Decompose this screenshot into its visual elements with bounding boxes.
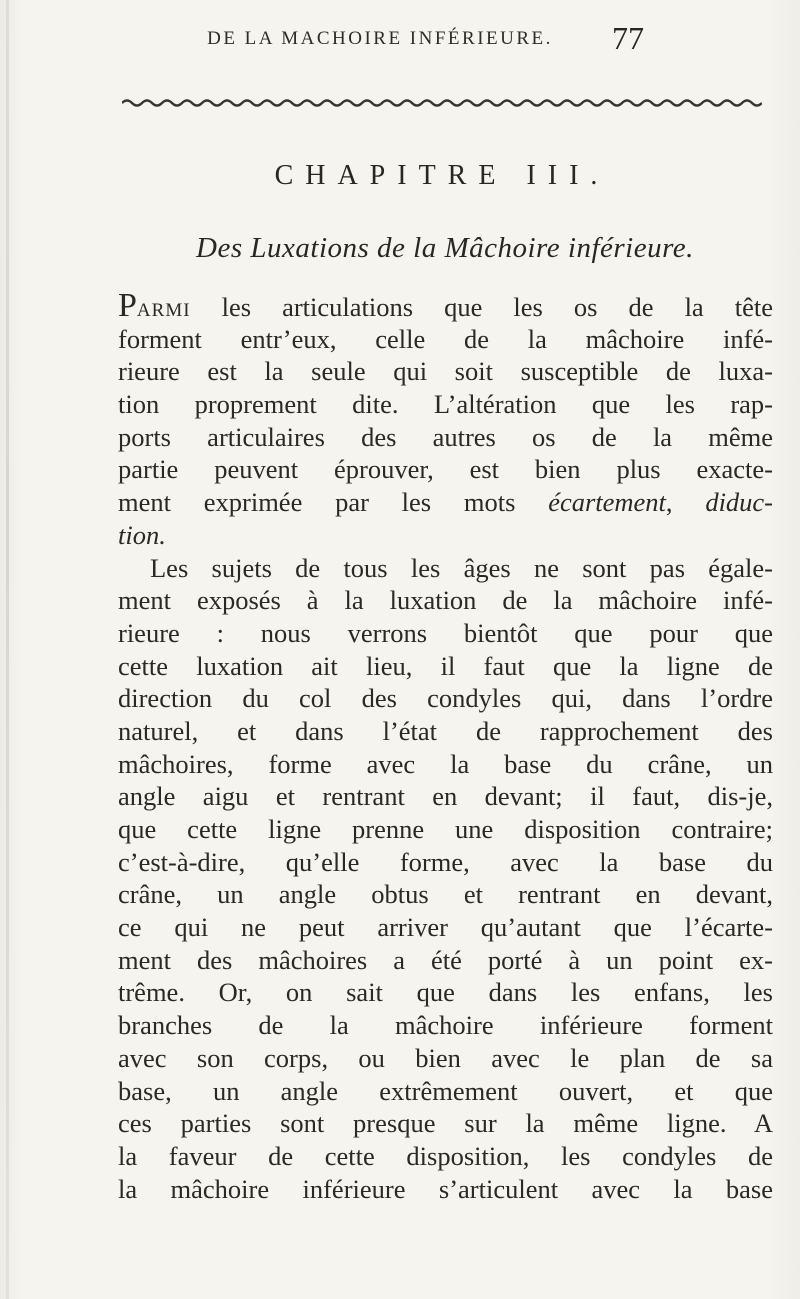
text-line: ce qui ne peut arriver qu’autant que l’écarte- — [118, 912, 773, 943]
text-line: la faveur de cette disposition, les condyles de — [118, 1140, 773, 1171]
text-line: la mâchoire inférieure s’articulent avec la base — [118, 1173, 773, 1204]
text-line: base, un angle extrêmement ouvert, et que — [118, 1075, 773, 1106]
italic-term: écartement — [548, 487, 666, 518]
text-line: branches de la mâchoire inférieure forment — [118, 1010, 773, 1041]
body-text — [118, 287, 774, 1205]
text-line: ports articulaires des autres os de la même — [118, 421, 773, 452]
chapter-title: CHAPITRE III. — [274, 160, 610, 191]
page-number: 77 — [612, 20, 644, 56]
text-line: ment exposés à la luxation de la mâchoire infé- — [118, 585, 773, 616]
text-line: angle aigu et rentrant en devant; il faut, dis-je, — [118, 781, 773, 812]
page-gutter-edge — [6, 0, 9, 1299]
text-line: forment entr’eux, celle de la mâchoire infé- — [118, 323, 773, 354]
text-line: trême. Or, on sait que dans les enfans, les — [118, 977, 773, 1008]
text-line: naturel, et dans l’état de rapprochement des — [118, 715, 773, 746]
text-line: ces parties sont presque sur la même ligne. A — [118, 1108, 773, 1139]
text-line: ment des mâchoires a été porté à un point ex- — [118, 944, 773, 975]
running-header: DE LA MACHOIRE INFÉRIEURE. — [207, 28, 553, 49]
text-line: c’est-à-dire, qu’elle forme, avec la base du — [118, 846, 773, 877]
italic-term: diduc- — [705, 487, 774, 518]
text-line: crâne, un angle obtus et rentrant en devant, — [118, 879, 773, 910]
decorative-rule-ornament — [122, 96, 762, 110]
text-line: rieure : nous verrons bientôt que pour que — [118, 617, 773, 648]
text-line — [118, 287, 773, 324]
text-line: mâchoires, forme avec la base du crâne, un — [118, 748, 773, 779]
line-text: les articulations que les os de la tête — [190, 292, 773, 322]
text-line — [118, 486, 773, 519]
chapter-subtitle: Des Luxations de la Mâchoire inférieure. — [196, 232, 694, 264]
text-line: avec son corps, ou bien avec le plan de sa — [118, 1042, 773, 1073]
line-text: ment exprimée par les mots — [118, 487, 549, 518]
punctuation: , — [665, 487, 706, 518]
text-line: tion proprement dite. L’altération que les rap- — [118, 389, 773, 420]
text-line: rieure est la seule qui soit susceptible de luxa- — [118, 356, 773, 387]
text-line: que cette ligne prenne une disposition contraire; — [118, 814, 773, 844]
drop-capital: P — [118, 287, 137, 324]
text-line: Les sujets de tous les âges ne sont pas égale- — [150, 552, 773, 583]
text-line: direction du col des condyles qui, dans l’ordre — [118, 683, 773, 714]
text-line: cette luxation ait lieu, il faut que la ligne de — [118, 650, 773, 681]
text-line: partie peuvent éprouver, est bien plus exacte- — [118, 454, 773, 485]
small-caps-word: ARMI — [136, 300, 191, 321]
text-line: tion. — [118, 519, 166, 550]
